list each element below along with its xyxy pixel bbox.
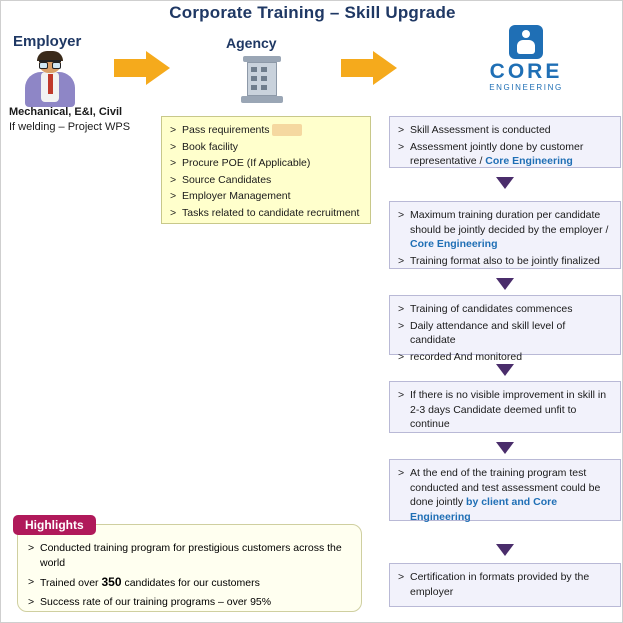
agency-building-icon — [241, 56, 283, 104]
list-item: > Source Candidates — [170, 173, 362, 188]
arrow-agency-to-core-icon — [341, 51, 397, 85]
flow-step-1-box — [389, 116, 621, 168]
agency-tasks-box — [161, 116, 371, 224]
list-item: > Book facility — [170, 140, 362, 155]
highlights-trained-count: 350 — [101, 575, 122, 589]
list-item: > Daily attendance and skill level of candidate — [398, 319, 612, 348]
flow-step-6-box — [389, 563, 621, 607]
arrow-employer-to-agency-icon — [114, 51, 170, 85]
chevron-down-icon — [496, 442, 514, 454]
employer-caption-line-2: If welding – Project WPS — [9, 121, 131, 133]
highlights-tab-label: Highlights — [13, 515, 96, 535]
redacted-text — [272, 124, 301, 136]
flow-step-3-box — [389, 295, 621, 363]
flow-step-5-box — [389, 459, 621, 521]
list-item — [398, 208, 612, 252]
flow-step-5-text: At the end of the training program test conducted and test assessment could be done jointly — [410, 467, 601, 508]
chevron-down-icon — [496, 544, 514, 556]
list-item — [398, 140, 612, 169]
chevron-down-icon — [496, 278, 514, 290]
flow-step-1-text: Assessment jointly done by customer representative / — [410, 140, 584, 167]
employer-heading: Employer — [13, 33, 82, 50]
agency-task-label: Pass requirements — [182, 124, 270, 136]
flow-step-1-accent: Core Engineering — [485, 155, 573, 167]
list-item — [28, 575, 351, 591]
list-item: > Tasks related to candidate recruitment — [170, 206, 362, 221]
core-logo-name: CORE — [489, 60, 563, 83]
list-item: > Conducted training program for prestigious customers across the world — [28, 541, 351, 571]
core-logo-sub: ENGINEERING — [489, 83, 563, 92]
flow-step-5-accent: by client and Core Engineering — [410, 496, 558, 523]
core-badge-icon — [509, 25, 543, 59]
list-item — [398, 466, 612, 524]
core-engineering-logo — [471, 25, 581, 92]
employer-avatar-icon — [19, 53, 81, 107]
list-item: > Training format also to be jointly finalized — [398, 254, 612, 269]
chevron-down-icon — [496, 364, 514, 376]
list-item — [170, 123, 362, 138]
agency-heading: Agency — [226, 35, 277, 51]
flow-step-2-box — [389, 201, 621, 269]
highlights-panel — [17, 524, 362, 612]
page-title: Corporate Training – Skill Upgrade — [169, 3, 456, 22]
flow-step-4-box — [389, 381, 621, 433]
list-item: > recorded And monitored — [398, 350, 612, 365]
list-item: > Employer Management — [170, 189, 362, 204]
list-item: > Success rate of our training programs – over 95% — [28, 595, 351, 610]
list-item: > Certification in formats provided by the employer — [398, 570, 612, 599]
employer-caption-line-1: Mechanical, E&I, Civil — [9, 106, 123, 118]
flow-step-2-accent: Core Engineering — [410, 238, 498, 250]
list-item: > Procure POE (If Applicable) — [170, 156, 362, 171]
highlights-trained-suffix: candidates for our customers — [124, 577, 260, 589]
highlights-trained-prefix: Trained over — [40, 577, 99, 589]
list-item: > Training of candidates commences — [398, 302, 612, 317]
flow-step-2-text: Maximum training duration per candidate should be jointly decided by the employer / — [410, 209, 609, 236]
list-item: > Skill Assessment is conducted — [398, 123, 612, 138]
chevron-down-icon — [496, 177, 514, 189]
list-item: > If there is no visible improvement in skill in 2-3 days Candidate deemed unfit to continue — [398, 388, 612, 432]
